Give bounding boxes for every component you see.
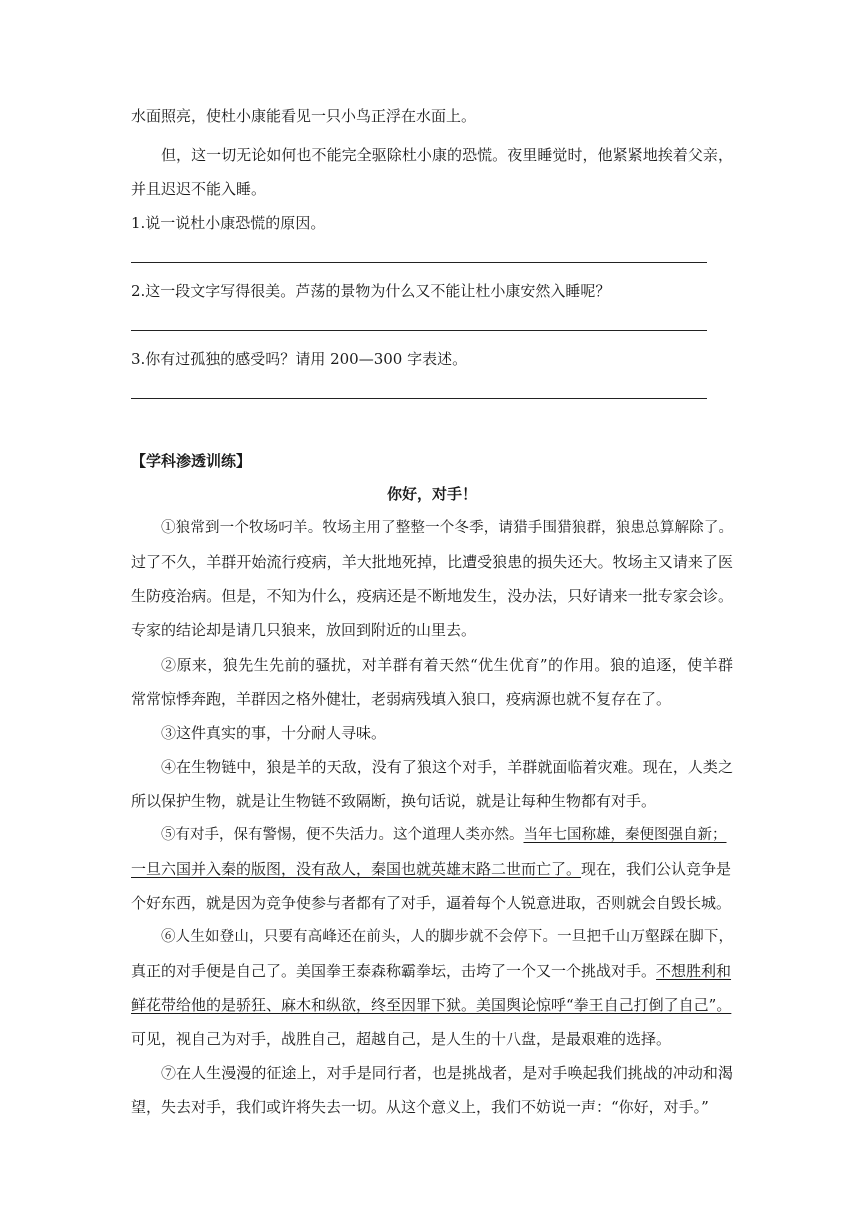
- underlined-text: 当年七国称雄，秦便图强自新；: [523, 827, 727, 843]
- underlined-text: 一旦六国并入秦的版图，没有敌人，秦国也就英雄末路二世而亡了。: [131, 860, 582, 878]
- article-line: 常常惊悸奔跑，羊群因之格外健壮，老弱病残填入狼口，疫病源也就不复存在了。: [131, 690, 672, 708]
- underlined-text: 不想胜利和: [656, 962, 732, 980]
- section-header: 【学科渗透训练】: [131, 452, 252, 470]
- question-3: 3.你有过孤独的感受吗？请用 200—300 字表述。: [131, 350, 468, 368]
- question-1: 1.说一说杜小康恐慌的原因。: [131, 214, 326, 232]
- answer-line-1[interactable]: [131, 262, 707, 263]
- passage-line: 并且迟迟不能入睡。: [131, 180, 267, 198]
- question-2: 2.这一段文字写得很美。芦荡的景物为什么又不能让杜小康安然入睡呢？: [131, 282, 611, 300]
- plain-text: 现在，我们公认竞争是: [581, 860, 732, 878]
- article-line: ①狼常到一个牧场叼羊。牧场主用了整整一个冬季，请猎手围猎狼群，狼患总算解除了。: [161, 520, 733, 536]
- article-line: 望，失去对手，我们或许将失去一切。从这个意义上，我们不妨说一声：“你好，对手。”: [131, 1098, 709, 1116]
- answer-line-2[interactable]: [131, 330, 707, 331]
- article-line: 所以保护生物，就是让生物链不致隔断，换句话说，就是让每种生物都有对手。: [131, 792, 657, 810]
- article-line: [131, 961, 731, 981]
- article-line: 可见，视自己为对手，战胜自己，超越自己，是人生的十八盘，是最艰难的选择。: [131, 1030, 672, 1048]
- article-line: ④在生物链中，狼是羊的天敌，没有了狼这个对手，羊群就面临着灾难。现在，人类之: [161, 758, 733, 776]
- article-line: [131, 995, 731, 1015]
- article-title: 你好，对手！: [386, 485, 477, 503]
- article-line: 生防疫治病。但是，不知为什么，疫病还是不断地发生，没办法，只好请来一批专家会诊。: [131, 587, 733, 605]
- article-line: 专家的结论却是请几只狼来，放回到附近的山里去。: [131, 621, 477, 639]
- document-page: [131, 0, 733, 1216]
- article-line: 个好东西，就是因为竞争使参与者都有了对手，逼着每个人锐意进取，否则就会自毁长城。: [131, 894, 732, 912]
- plain-text: ⑤有对手，保有警惕，便不失活力。这个道理人类亦然。: [161, 827, 524, 843]
- article-line: [161, 825, 727, 845]
- article-line: [131, 859, 731, 879]
- article-line: ③这件真实的事，十分耐人寻味。: [161, 724, 387, 742]
- article-line: ⑥人生如登山，只要有高峰还在前头，人的脚步就不会停下。一旦把千山万壑踩在脚下，: [161, 929, 733, 945]
- answer-line-3[interactable]: [131, 398, 707, 399]
- article-line: 过了不久，羊群开始流行疫病，羊大批地死掉，比遭受狼患的损失还大。牧场主又请来了医: [131, 553, 733, 571]
- article-line: ②原来，狼先生先前的骚扰，对羊群有着天然“优生优育”的作用。狼的追逐，使羊群: [161, 656, 733, 674]
- passage-line: 水面照亮，使杜小康能看见一只小鸟正浮在水面上。: [131, 107, 477, 125]
- passage-line: 但，这一切无论如何也不能完全驱除杜小康的恐慌。夜里睡觉时，他紧紧地挨着父亲，: [161, 146, 733, 164]
- underlined-text: 鲜花带给他的是骄狂、麻木和纵欲，终至因罪下狱。美国舆论惊呼“拳王自己打倒了自己”。: [131, 996, 732, 1014]
- plain-text: 真正的对手便是自己了。美国拳王泰森称霸拳坛，击垮了一个又一个挑战对手。: [131, 962, 657, 980]
- article-line: ⑦在人生漫漫的征途上，对手是同行者，也是挑战者，是对手唤起我们挑战的冲动和渴: [161, 1064, 733, 1082]
